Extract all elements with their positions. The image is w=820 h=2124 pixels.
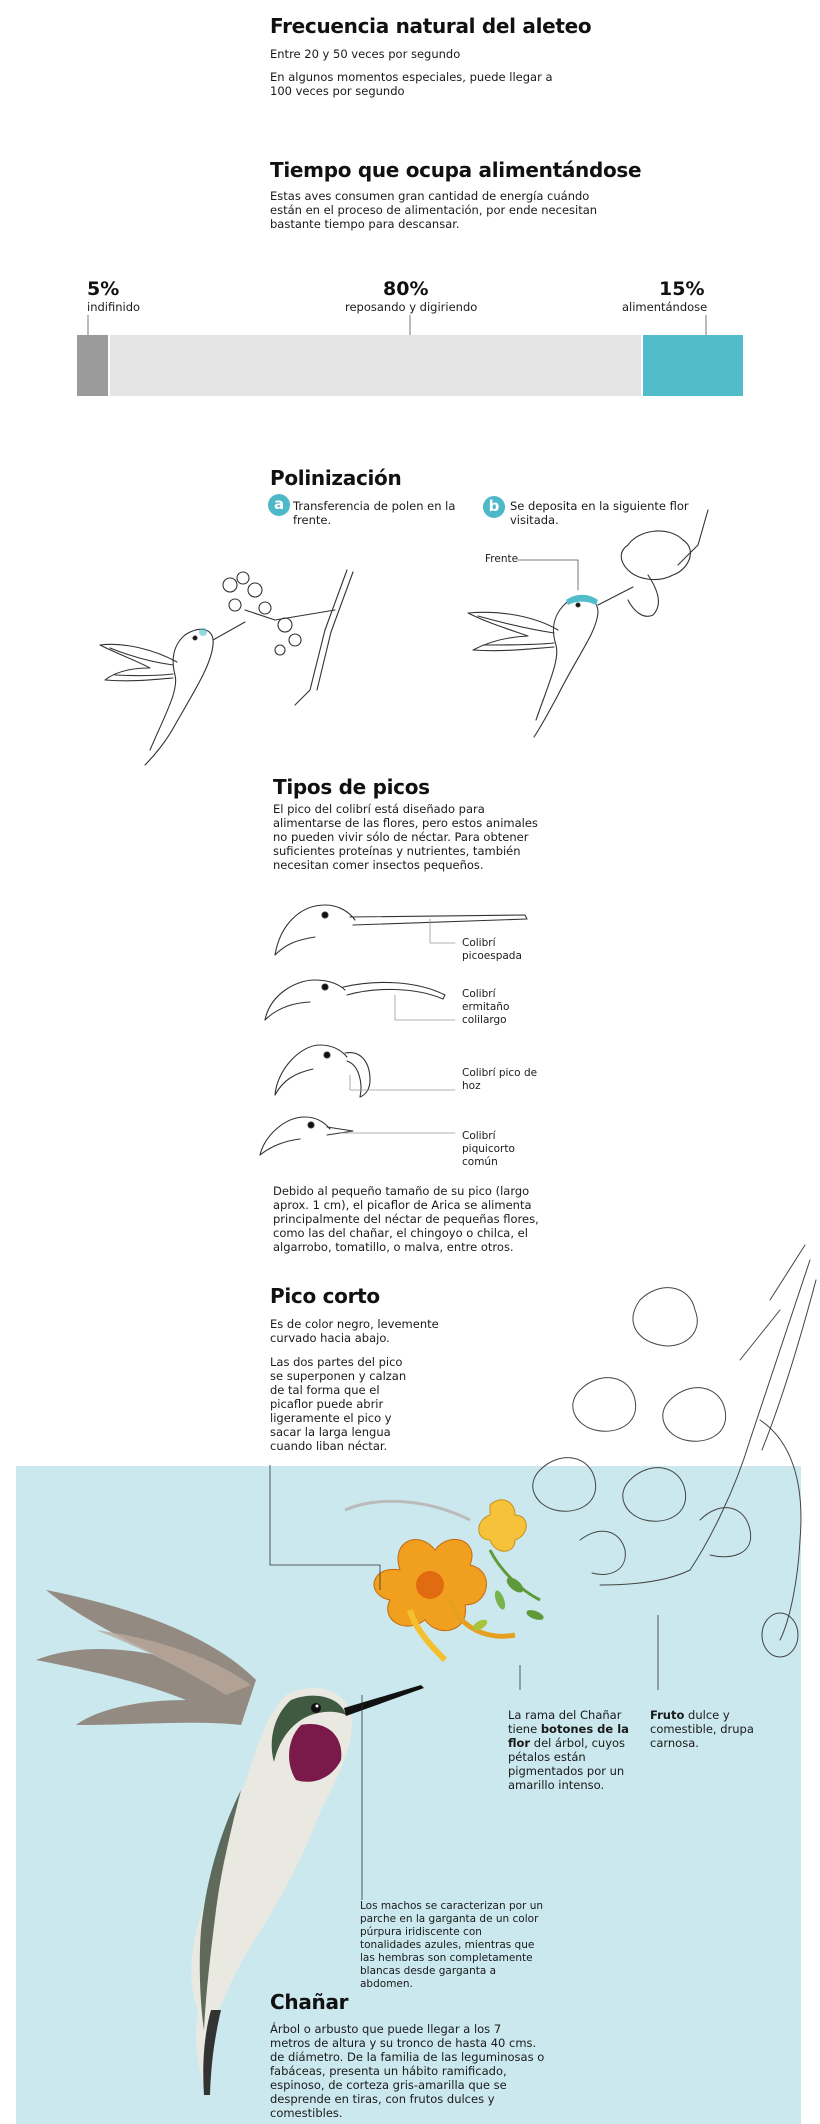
pico-corto-text2: Las dos partes del pico se superponen y calzan de tal forma que el picaflor puede abrir ligeramente el pico y sacar la larga lengua cuando liban néctar.: [270, 1355, 407, 1453]
picos-title: Tipos de picos: [273, 775, 430, 799]
badge-b: b: [483, 496, 505, 518]
polinizacion-a-text: Transferencia de polen en la frente.: [293, 499, 456, 527]
badge-a: a: [268, 494, 290, 516]
tiempo-title: Tiempo que ocupa alimentándose: [270, 158, 642, 182]
picos-text: El pico del colibrí está diseñado para alimentarse de las flores, pero estos animales no pueden vivir sólo de néctar. Para obtener suficientes proteínas y nutrientes, también necesitan comer insectos pequeños.: [273, 802, 538, 872]
fruto-note: Fruto dulce y comestible, drupa carnosa.: [650, 1708, 754, 1750]
beak-label-piquicorto: Colibrí piquicorto común: [462, 1130, 515, 1168]
hummingbird-illustration-a: [95, 550, 395, 780]
pico-corto-title: Pico corto: [270, 1284, 380, 1308]
polinizacion-title: Polinización: [270, 466, 402, 490]
aleteo-line2: En algunos momentos especiales, puede llegar a 100 veces por segundo: [270, 70, 553, 98]
beak-label-hoz: Colibrí pico de hoz: [462, 1067, 538, 1092]
aleteo-title: Frecuencia natural del aleteo: [270, 14, 592, 38]
cat-label-1: reposando y digiriendo: [345, 300, 478, 314]
bar-segment-indifinido: [77, 335, 108, 396]
beak-label-picoespada: Colibrí picoespada: [462, 937, 522, 962]
chanar-title: Chañar: [270, 1990, 349, 2014]
bar-segment-alimentandose: [643, 335, 743, 396]
frente-label: Frente: [485, 553, 519, 565]
cat-label-0: indifinido: [87, 300, 141, 314]
chanar-text: Árbol o arbusto que puede llegar a los 7 metros de altura y su tronco de hasta 40 cms. de diámetro. De la familia de las leguminosas o fabáceas, presenta un hábito ramificado, espinoso, de corteza gris-amarilla que se desprende en tiras, con frutos dulces y comestibles.: [270, 2022, 545, 2120]
aleteo-line1: Entre 20 y 50 veces por segundo: [270, 47, 461, 61]
hummingbird-illustration-b: [458, 505, 758, 745]
pct-label-2: 15%: [659, 278, 705, 300]
picos-footer: Debido al pequeño tamaño de su pico (largo aprox. 1 cm), el picaflor de Arica se alimenta principalmente del néctar de pequeñas flores, como las del chañar, el chingoyo o chilca, el algarrobo, tomatillo, o malva, entre otros.: [273, 1184, 539, 1254]
beak-label-ermitano: Colibrí ermitaño colilargo: [462, 988, 510, 1026]
polinizacion-b-text: Se deposita en la siguiente flor visitada.: [510, 499, 689, 527]
pct-label-0: 5%: [87, 278, 120, 300]
machos-note: Los machos se caracterizan por un parche en la garganta de un color púrpura iridiscente con tonalidades azules, mientras que las hembras son completamente blancas desde garganta a abdomen.: [360, 1900, 544, 1990]
rama-note: La rama del Chañar tiene botones de la flor del árbol, cuyos pétalos están pigmentados por un amarillo intenso.: [508, 1708, 629, 1792]
cat-label-2: alimentándose: [622, 300, 708, 314]
pct-label-1: 80%: [383, 278, 429, 300]
pico-corto-text1: Es de color negro, levemente curvado hacia abajo.: [270, 1317, 439, 1345]
tiempo-text: Estas aves consumen gran cantidad de energía cuándo están en el proceso de alimentación, por ende necesitan bastante tiempo para descansar.: [270, 189, 598, 231]
bar-segment-reposando: [110, 335, 641, 396]
